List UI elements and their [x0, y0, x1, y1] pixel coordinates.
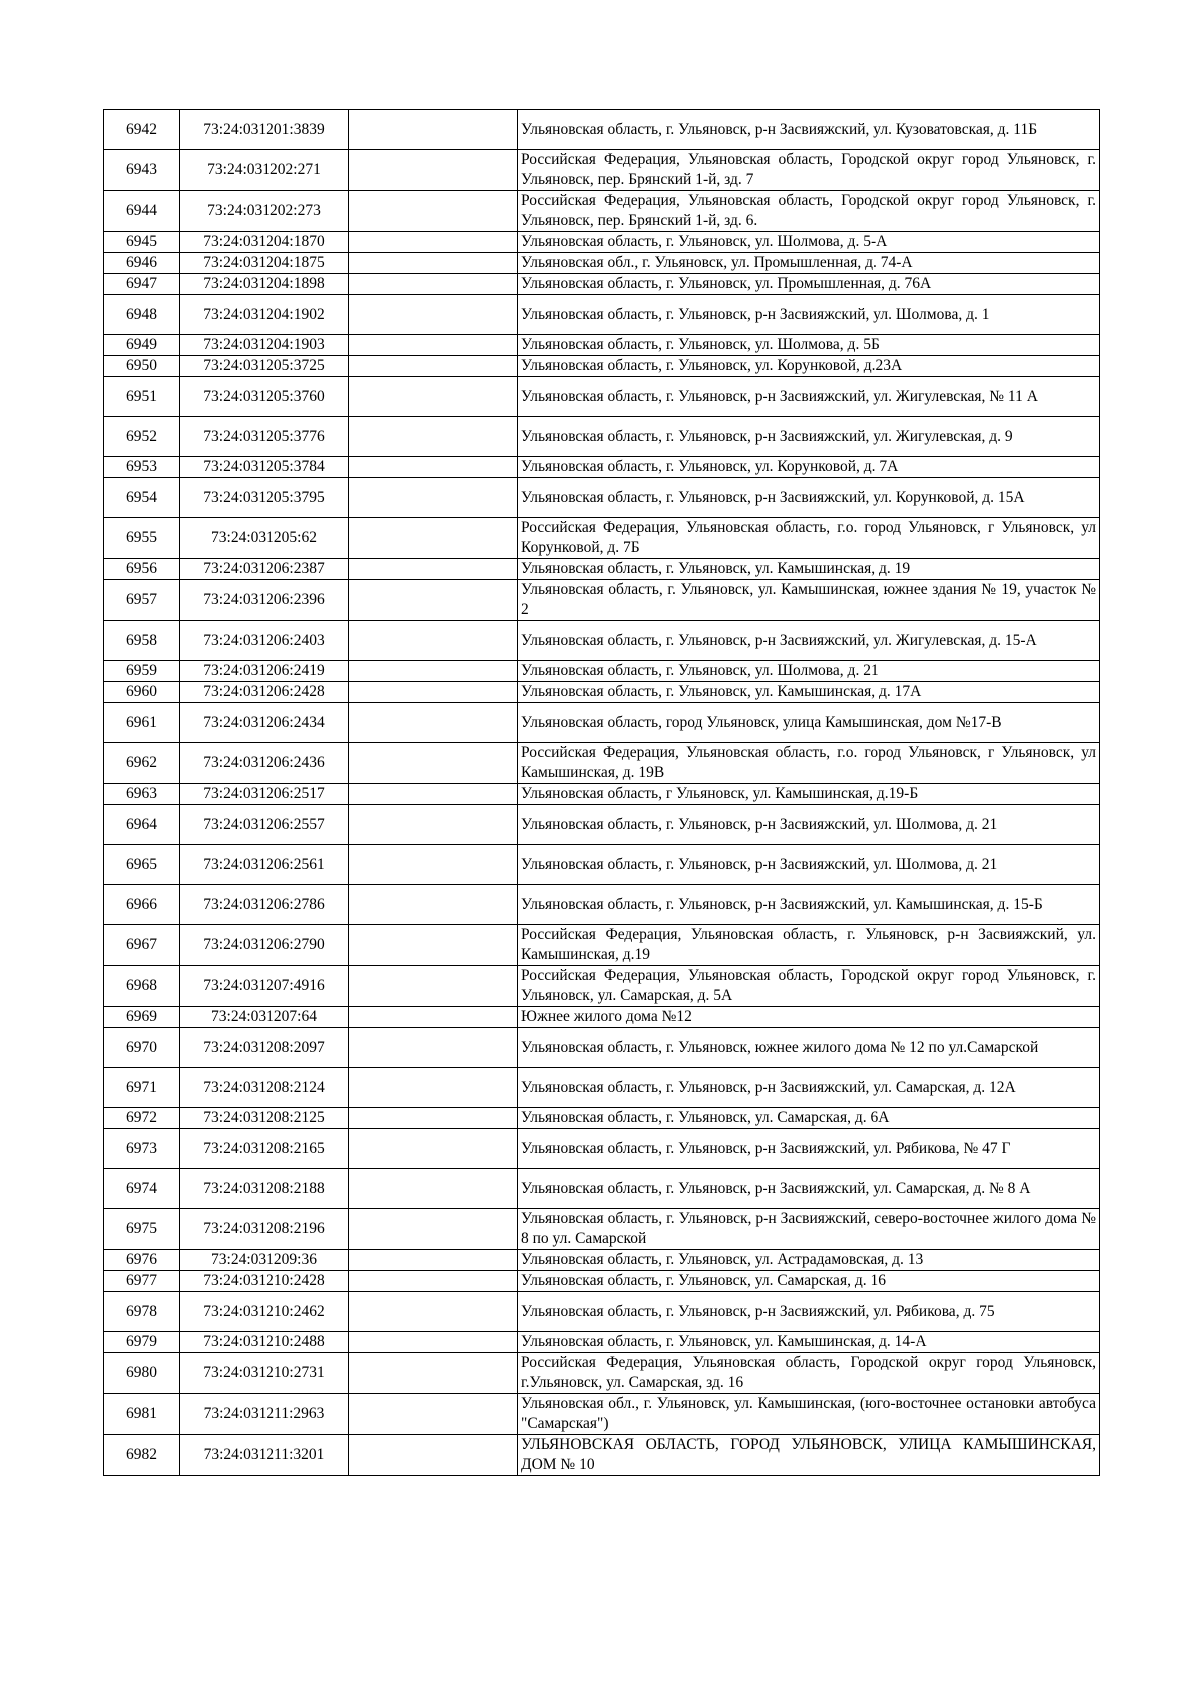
object-name-cell [349, 295, 518, 335]
registry-table [103, 109, 1100, 1476]
row-number-cell: 6961 [104, 703, 180, 743]
row-number-cell: 6964 [104, 805, 180, 845]
table-row [104, 925, 1100, 966]
cadastral-number-cell: 73:24:031206:2396 [180, 580, 349, 621]
object-name-cell [349, 1129, 518, 1169]
row-number-cell: 6957 [104, 580, 180, 621]
table-row [104, 1271, 1100, 1292]
object-name-cell [349, 966, 518, 1007]
table-row [104, 784, 1100, 805]
object-name-cell [349, 1068, 518, 1108]
table-row [104, 682, 1100, 703]
address-cell: Ульяновская область, г. Ульяновск, ул. Самарская, д. 6А [518, 1108, 1100, 1129]
table-row [104, 232, 1100, 253]
address-cell: Ульяновская область, г. Ульяновск, р-н Засвияжский, ул. Шолмова, д. 1 [518, 295, 1100, 335]
row-number-cell: 6966 [104, 885, 180, 925]
table-row [104, 1068, 1100, 1108]
cadastral-number-cell: 73:24:031206:2790 [180, 925, 349, 966]
table-row [104, 559, 1100, 580]
cadastral-number-cell: 73:24:031206:2428 [180, 682, 349, 703]
row-number-cell: 6944 [104, 191, 180, 232]
row-number-cell: 6949 [104, 335, 180, 356]
cadastral-number-cell: 73:24:031202:271 [180, 150, 349, 191]
row-number-cell: 6946 [104, 253, 180, 274]
cadastral-number-cell: 73:24:031208:2165 [180, 1129, 349, 1169]
row-number-cell: 6954 [104, 478, 180, 518]
table-row [104, 1394, 1100, 1435]
row-number-cell: 6955 [104, 518, 180, 559]
table-row [104, 1028, 1100, 1068]
row-number-cell: 6945 [104, 232, 180, 253]
object-name-cell [349, 1353, 518, 1394]
object-name-cell [349, 682, 518, 703]
table-row [104, 417, 1100, 457]
row-number-cell: 6965 [104, 845, 180, 885]
table-row [104, 1129, 1100, 1169]
cadastral-number-cell: 73:24:031204:1903 [180, 335, 349, 356]
row-number-cell: 6947 [104, 274, 180, 295]
table-row [104, 274, 1100, 295]
table-row [104, 295, 1100, 335]
object-name-cell [349, 377, 518, 417]
table-row [104, 885, 1100, 925]
address-cell: Ульяновская область, г. Ульяновск, ул. Корунковой, д.23А [518, 356, 1100, 377]
row-number-cell: 6953 [104, 457, 180, 478]
object-name-cell [349, 1169, 518, 1209]
address-cell: Ульяновская обл., г. Ульяновск, ул. Промышленная, д. 74-А [518, 253, 1100, 274]
cadastral-number-cell: 73:24:031205:3795 [180, 478, 349, 518]
cadastral-number-cell: 73:24:031211:3201 [180, 1435, 349, 1476]
row-number-cell: 6948 [104, 295, 180, 335]
object-name-cell [349, 1007, 518, 1028]
cadastral-number-cell: 73:24:031208:2125 [180, 1108, 349, 1129]
object-name-cell [349, 191, 518, 232]
cadastral-number-cell: 73:24:031211:2963 [180, 1394, 349, 1435]
address-cell: Ульяновская область, г. Ульяновск, р-н Засвияжский, ул. Жигулевская, д. 15-А [518, 621, 1100, 661]
cadastral-number-cell: 73:24:031208:2124 [180, 1068, 349, 1108]
table-row [104, 110, 1100, 150]
object-name-cell [349, 417, 518, 457]
table-row [104, 1250, 1100, 1271]
cadastral-number-cell: 73:24:031205:3776 [180, 417, 349, 457]
table-row [104, 1435, 1100, 1476]
address-cell: Ульяновская область, г. Ульяновск, р-н Засвияжский, северо-восточнее жилого дома № 8 по ул. Самарской [518, 1209, 1100, 1250]
cadastral-number-cell: 73:24:031207:4916 [180, 966, 349, 1007]
table-row [104, 377, 1100, 417]
object-name-cell [349, 1332, 518, 1353]
address-cell: Ульяновская область, г. Ульяновск, ул. Шолмова, д. 5Б [518, 335, 1100, 356]
address-cell: Ульяновская область, г. Ульяновск, ул. Самарская, д. 16 [518, 1271, 1100, 1292]
row-number-cell: 6950 [104, 356, 180, 377]
object-name-cell [349, 1435, 518, 1476]
table-row [104, 191, 1100, 232]
object-name-cell [349, 253, 518, 274]
address-cell: Ульяновская область, г. Ульяновск, р-н Засвияжский, ул. Самарская, д. № 8 А [518, 1169, 1100, 1209]
cadastral-number-cell: 73:24:031206:2517 [180, 784, 349, 805]
address-cell: Ульяновская область, г. Ульяновск, р-н Засвияжский, ул. Шолмова, д. 21 [518, 805, 1100, 845]
address-cell: Российская Федерация, Ульяновская область, г. Ульяновск, р-н Засвияжский, ул. Камышинская, д.19 [518, 925, 1100, 966]
table-row [104, 1292, 1100, 1332]
row-number-cell: 6975 [104, 1209, 180, 1250]
address-cell: Ульяновская область, г. Ульяновск, ул. Камышинская, д. 14-А [518, 1332, 1100, 1353]
table-row [104, 743, 1100, 784]
row-number-cell: 6942 [104, 110, 180, 150]
object-name-cell [349, 703, 518, 743]
table-row [104, 966, 1100, 1007]
object-name-cell [349, 621, 518, 661]
table-row [104, 478, 1100, 518]
object-name-cell [349, 661, 518, 682]
table-row [104, 580, 1100, 621]
registry-table-body [104, 110, 1100, 1476]
address-cell: Ульяновская обл., г. Ульяновск, ул. Камышинская, (юго-восточнее остановки автобуса "Самарская") [518, 1394, 1100, 1435]
table-row [104, 621, 1100, 661]
cadastral-number-cell: 73:24:031206:2419 [180, 661, 349, 682]
row-number-cell: 6960 [104, 682, 180, 703]
table-row [104, 845, 1100, 885]
row-number-cell: 6981 [104, 1394, 180, 1435]
cadastral-number-cell: 73:24:031206:2557 [180, 805, 349, 845]
table-row [104, 253, 1100, 274]
row-number-cell: 6973 [104, 1129, 180, 1169]
cadastral-number-cell: 73:24:031206:2403 [180, 621, 349, 661]
cadastral-number-cell: 73:24:031208:2196 [180, 1209, 349, 1250]
row-number-cell: 6978 [104, 1292, 180, 1332]
object-name-cell [349, 457, 518, 478]
cadastral-number-cell: 73:24:031208:2097 [180, 1028, 349, 1068]
address-cell: Ульяновская область, г. Ульяновск, р-н Засвияжский, ул. Рябикова, № 47 Г [518, 1129, 1100, 1169]
table-row [104, 457, 1100, 478]
cadastral-number-cell: 73:24:031205:3760 [180, 377, 349, 417]
cadastral-number-cell: 73:24:031205:3784 [180, 457, 349, 478]
address-cell: Ульяновская область, г. Ульяновск, ул. Шолмова, д. 5-А [518, 232, 1100, 253]
object-name-cell [349, 1028, 518, 1068]
object-name-cell [349, 885, 518, 925]
object-name-cell [349, 1271, 518, 1292]
cadastral-number-cell: 73:24:031206:2387 [180, 559, 349, 580]
cadastral-number-cell: 73:24:031205:3725 [180, 356, 349, 377]
object-name-cell [349, 784, 518, 805]
object-name-cell [349, 743, 518, 784]
cadastral-number-cell: 73:24:031206:2786 [180, 885, 349, 925]
address-cell: Российская Федерация, Ульяновская область, Городской округ город Ульяновск, г. Ульяновск, пер. Брянский 1-й, зд. 6. [518, 191, 1100, 232]
row-number-cell: 6959 [104, 661, 180, 682]
address-cell: Российская Федерация, Ульяновская область, Городской округ город Ульяновск, г.Ульяновск, ул. Самарская, зд. 16 [518, 1353, 1100, 1394]
object-name-cell [349, 845, 518, 885]
table-row [104, 1108, 1100, 1129]
table-row [104, 1209, 1100, 1250]
cadastral-number-cell: 73:24:031202:273 [180, 191, 349, 232]
table-row [104, 703, 1100, 743]
address-cell: Ульяновская область, г. Ульяновск, р-н Засвияжский, ул. Рябикова, д. 75 [518, 1292, 1100, 1332]
address-cell: Ульяновская область, г. Ульяновск, ул. Камышинская, д. 19 [518, 559, 1100, 580]
address-cell: Ульяновская область, г. Ульяновск, р-н Засвияжский, ул. Корунковой, д. 15А [518, 478, 1100, 518]
row-number-cell: 6971 [104, 1068, 180, 1108]
address-cell: Ульяновская область, г. Ульяновск, ул. Корунковой, д. 7А [518, 457, 1100, 478]
object-name-cell [349, 1108, 518, 1129]
address-cell: Ульяновская область, город Ульяновск, улица Камышинская, дом №17-В [518, 703, 1100, 743]
row-number-cell: 6951 [104, 377, 180, 417]
object-name-cell [349, 559, 518, 580]
table-row [104, 1169, 1100, 1209]
object-name-cell [349, 1292, 518, 1332]
table-row [104, 335, 1100, 356]
cadastral-number-cell: 73:24:031204:1898 [180, 274, 349, 295]
cadastral-number-cell: 73:24:031206:2561 [180, 845, 349, 885]
address-cell: Российская Федерация, Ульяновская область, Городской округ город Ульяновск, г. Ульяновск, пер. Брянский 1-й, зд. 7 [518, 150, 1100, 191]
row-number-cell: 6979 [104, 1332, 180, 1353]
row-number-cell: 6977 [104, 1271, 180, 1292]
cadastral-number-cell: 73:24:031204:1902 [180, 295, 349, 335]
object-name-cell [349, 356, 518, 377]
object-name-cell [349, 925, 518, 966]
address-cell: Ульяновская область, г. Ульяновск, р-н Засвияжский, ул. Шолмова, д. 21 [518, 845, 1100, 885]
address-cell: Российская Федерация, Ульяновская область, г.о. город Ульяновск, г Ульяновск, ул Корунковой, д. 7Б [518, 518, 1100, 559]
table-row [104, 150, 1100, 191]
object-name-cell [349, 1250, 518, 1271]
table-row [104, 805, 1100, 845]
cadastral-number-cell: 73:24:031210:2731 [180, 1353, 349, 1394]
address-cell: Российская Федерация, Ульяновская область, г.о. город Ульяновск, г Ульяновск, ул Камышинская, д. 19В [518, 743, 1100, 784]
address-cell: Ульяновская область, г. Ульяновск, р-н Засвияжский, ул. Самарская, д. 12А [518, 1068, 1100, 1108]
cadastral-number-cell: 73:24:031204:1870 [180, 232, 349, 253]
cadastral-number-cell: 73:24:031206:2436 [180, 743, 349, 784]
object-name-cell [349, 478, 518, 518]
cadastral-number-cell: 73:24:031206:2434 [180, 703, 349, 743]
row-number-cell: 6956 [104, 559, 180, 580]
table-row [104, 518, 1100, 559]
cadastral-number-cell: 73:24:031208:2188 [180, 1169, 349, 1209]
cadastral-number-cell: 73:24:031209:36 [180, 1250, 349, 1271]
address-cell: Южнее жилого дома №12 [518, 1007, 1100, 1028]
object-name-cell [349, 580, 518, 621]
address-cell: Российская Федерация, Ульяновская область, Городской округ город Ульяновск, г. Ульяновск, ул. Самарская, д. 5А [518, 966, 1100, 1007]
row-number-cell: 6982 [104, 1435, 180, 1476]
address-cell: Ульяновская область, г. Ульяновск, ул. Промышленная, д. 76А [518, 274, 1100, 295]
address-cell: Ульяновская область, г. Ульяновск, южнее жилого дома № 12 по ул.Самарской [518, 1028, 1100, 1068]
object-name-cell [349, 232, 518, 253]
object-name-cell [349, 1209, 518, 1250]
row-number-cell: 6974 [104, 1169, 180, 1209]
cadastral-number-cell: 73:24:031210:2428 [180, 1271, 349, 1292]
address-cell: Ульяновская область, г. Ульяновск, р-н Засвияжский, ул. Жигулевская, д. 9 [518, 417, 1100, 457]
row-number-cell: 6968 [104, 966, 180, 1007]
cadastral-number-cell: 73:24:031210:2488 [180, 1332, 349, 1353]
table-row [104, 661, 1100, 682]
row-number-cell: 6969 [104, 1007, 180, 1028]
object-name-cell [349, 335, 518, 356]
row-number-cell: 6952 [104, 417, 180, 457]
table-row [104, 1353, 1100, 1394]
row-number-cell: 6967 [104, 925, 180, 966]
table-row [104, 356, 1100, 377]
object-name-cell [349, 150, 518, 191]
object-name-cell [349, 518, 518, 559]
row-number-cell: 6970 [104, 1028, 180, 1068]
row-number-cell: 6972 [104, 1108, 180, 1129]
row-number-cell: 6958 [104, 621, 180, 661]
object-name-cell [349, 1394, 518, 1435]
address-cell: Ульяновская область, г. Ульяновск, ул. Шолмова, д. 21 [518, 661, 1100, 682]
address-cell: Ульяновская область, г. Ульяновск, р-н Засвияжский, ул. Жигулевская, № 11 А [518, 377, 1100, 417]
cadastral-number-cell: 73:24:031210:2462 [180, 1292, 349, 1332]
object-name-cell [349, 805, 518, 845]
table-row [104, 1007, 1100, 1028]
cadastral-number-cell: 73:24:031207:64 [180, 1007, 349, 1028]
cadastral-number-cell: 73:24:031205:62 [180, 518, 349, 559]
row-number-cell: 6976 [104, 1250, 180, 1271]
row-number-cell: 6980 [104, 1353, 180, 1394]
address-cell: Ульяновская область, г. Ульяновск, ул. Камышинская, д. 17А [518, 682, 1100, 703]
address-cell: УЛЬЯНОВСКАЯ ОБЛАСТЬ, ГОРОД УЛЬЯНОВСК, УЛИЦА КАМЫШИНСКАЯ, ДОМ № 10 [518, 1435, 1100, 1476]
address-cell: Ульяновская область, г. Ульяновск, ул. Астрадамовская, д. 13 [518, 1250, 1100, 1271]
row-number-cell: 6943 [104, 150, 180, 191]
object-name-cell [349, 110, 518, 150]
cadastral-number-cell: 73:24:031204:1875 [180, 253, 349, 274]
object-name-cell [349, 274, 518, 295]
address-cell: Ульяновская область, г. Ульяновск, ул. Камышинская, южнее здания № 19, участок № 2 [518, 580, 1100, 621]
table-row [104, 1332, 1100, 1353]
row-number-cell: 6962 [104, 743, 180, 784]
address-cell: Ульяновская область, г. Ульяновск, р-н Засвияжский, ул. Камышинская, д. 15-Б [518, 885, 1100, 925]
row-number-cell: 6963 [104, 784, 180, 805]
address-cell: Ульяновская область, г. Ульяновск, р-н Засвияжский, ул. Кузоватовская, д. 11Б [518, 110, 1100, 150]
address-cell: Ульяновская область, г Ульяновск, ул. Камышинская, д.19-Б [518, 784, 1100, 805]
cadastral-number-cell: 73:24:031201:3839 [180, 110, 349, 150]
